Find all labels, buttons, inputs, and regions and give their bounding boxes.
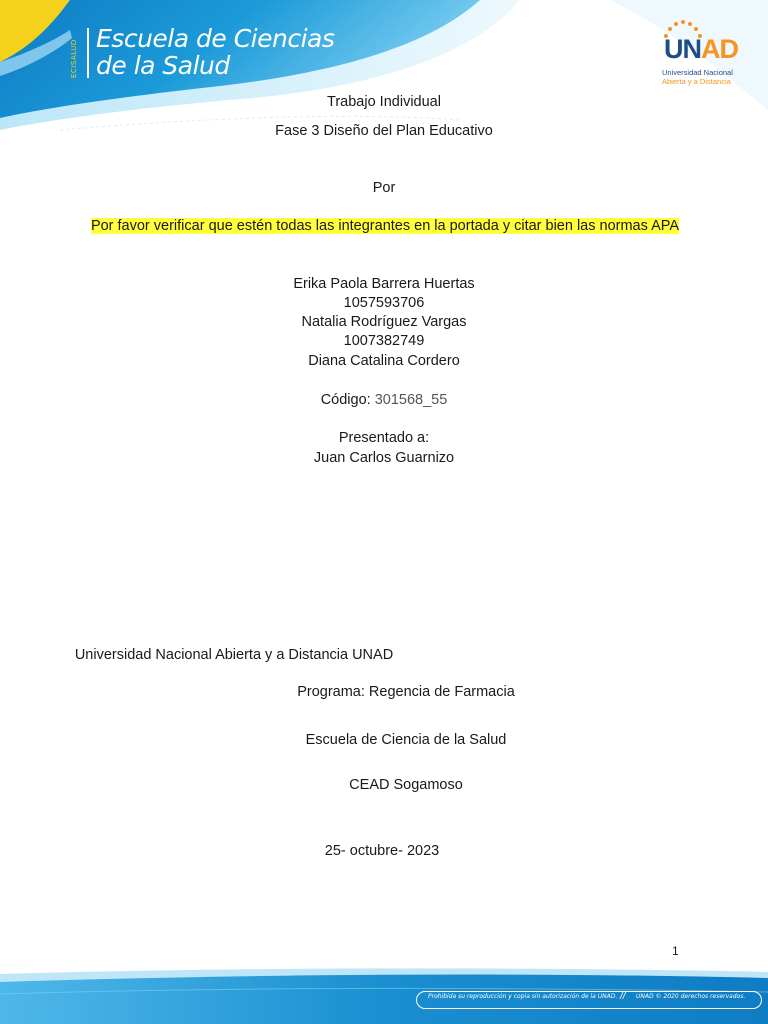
unad-logo: [658, 20, 748, 90]
author-1: Erika Paola Barrera Huertas: [293, 276, 475, 292]
program-name: Programa: Regencia de Farmacia: [297, 684, 515, 700]
school-title-line2: de la Salud: [96, 51, 230, 80]
university-name: Universidad Nacional Abierta y a Distancia UNAD: [74, 647, 394, 663]
cead-name: CEAD Sogamoso: [349, 777, 463, 793]
author-2-id: 1007382749: [343, 333, 425, 349]
document-subtitle: Fase 3 Diseño del Plan Educativo: [275, 123, 493, 139]
footer-banner: [0, 964, 768, 1024]
footer-rights: UNAD © 2020 derechos reservados.: [636, 993, 746, 1000]
page-number: 1: [672, 944, 679, 958]
school-title: [96, 25, 334, 79]
footer-separator: //: [620, 991, 626, 1002]
side-tag: ECISALUD: [70, 39, 78, 78]
author-3: Diana Catalina Cordero: [308, 353, 460, 369]
highlighted-comment: Por favor verificar que estén todas las integrantes en la portada y citar bien las normas APA: [90, 218, 680, 234]
by-label: Por: [372, 180, 396, 196]
presented-to-name: Juan Carlos Guarnizo: [313, 450, 455, 466]
presented-to-label: Presentado a:: [338, 430, 430, 446]
divider: [87, 28, 89, 78]
logo-subtitle-1: Universidad Nacional: [662, 68, 733, 77]
course-code-value: 301568_55: [374, 392, 448, 408]
author-2: Natalia Rodríguez Vargas: [301, 314, 467, 330]
logo-wordmark: UNAD: [664, 34, 738, 64]
school-name: Escuela de Ciencia de la Salud: [305, 732, 507, 748]
document-date: 25- octubre- 2023: [324, 843, 440, 859]
document-title: Trabajo Individual: [327, 94, 441, 110]
course-code: [0, 391, 768, 410]
footer-copyright-notice: Prohibida su reproducción y copia sin autorización de la UNAD.: [428, 993, 618, 1000]
course-code-label: Código:: [320, 392, 375, 408]
logo-subtitle-2: Abierta y a Distancia: [662, 77, 731, 86]
school-title-line1: Escuela de Ciencias: [96, 24, 335, 53]
author-1-id: 1057593706: [343, 295, 425, 311]
